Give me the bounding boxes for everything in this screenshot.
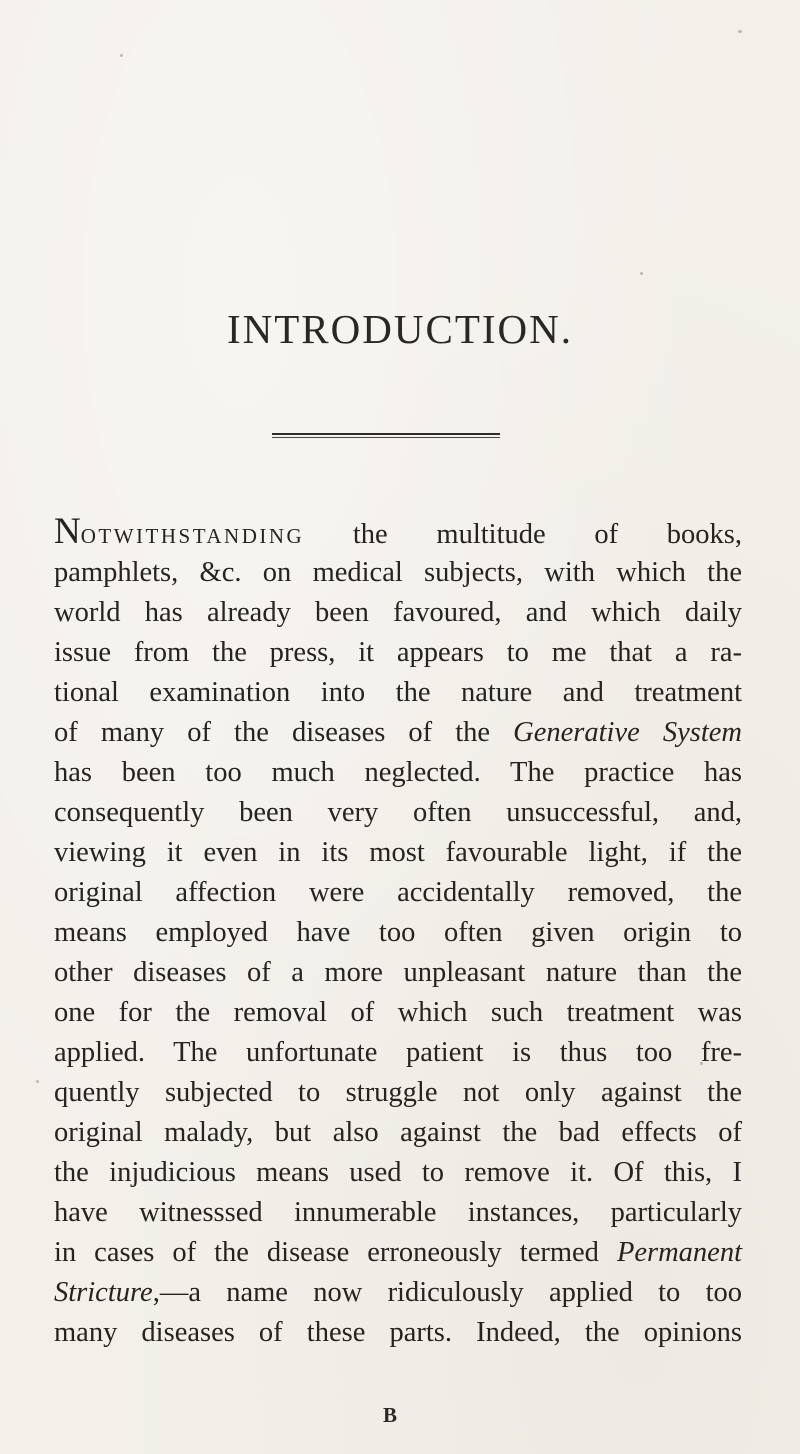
text-line-19-content: in cases of the disease erroneously termed [54, 1237, 617, 1268]
text-line-7 [54, 753, 742, 793]
text-line-14 [54, 1033, 742, 1073]
text-line-2-content: pamphlets, &c. on medical subjects, with which the [54, 557, 742, 588]
text-line-3-content: world has already been favoured, and which daily [54, 597, 742, 628]
text-line-10 [54, 873, 742, 913]
text-line-12 [54, 953, 742, 993]
paper-speck [738, 30, 742, 33]
text-line-8-content: consequently been very often unsuccessful, and, [54, 797, 742, 828]
text-line-16-content: original malady, but also against the bad effects of [54, 1117, 742, 1148]
text-line-19 [54, 1233, 742, 1273]
signature-mark: B [383, 1403, 398, 1427]
text-line-2 [54, 553, 742, 593]
title-divider-rule [272, 433, 500, 438]
paper-speck [700, 1062, 703, 1065]
text-line-15-content: quently subjected to struggle not only against the [54, 1077, 742, 1108]
text-line-14-content: applied. The unfortunate patient is thus too fre- [54, 1037, 742, 1068]
text-line-8 [54, 793, 742, 833]
text-line-4-content: issue from the press, it appears to me that a ra- [54, 637, 742, 668]
text-line-9-content: viewing it even in its most favourable light, if the [54, 837, 742, 868]
introduction-paragraph [54, 513, 742, 1353]
chapter-title: INTRODUCTION. [227, 306, 573, 352]
paper-speck [640, 272, 643, 275]
text-line-10-content: original affection were accidentally removed, the [54, 877, 742, 908]
text-line-3 [54, 593, 742, 633]
text-line-16 [54, 1113, 742, 1153]
opening-word-small-caps: OTWITHSTANDING [80, 524, 305, 548]
text-line-11-content: means employed have too often given origin to [54, 917, 742, 948]
text-line-9 [54, 833, 742, 873]
text-line-1 [54, 513, 742, 553]
text-line-7-content: has been too much neglected. The practice has [54, 757, 742, 788]
text-line-20 [54, 1273, 742, 1313]
text-line-20-content: ,—a name now ridiculously applied to too [152, 1277, 742, 1308]
text-line-13 [54, 993, 742, 1033]
italic-generative-system: Generative System [513, 717, 742, 748]
text-line-15 [54, 1073, 742, 1113]
paper-speck [120, 54, 123, 57]
text-line-21 [54, 1313, 742, 1353]
text-line-5 [54, 673, 742, 713]
text-line-11 [54, 913, 742, 953]
text-line-1-rest: the multitude of books, [304, 519, 742, 550]
text-line-12-content: other diseases of a more unpleasant nature than the [54, 957, 742, 988]
text-line-21-content: many diseases of these parts. Indeed, the opinions [54, 1317, 742, 1348]
text-line-18-content: have witnesssed innumerable instances, particularly [54, 1197, 742, 1228]
text-line-18 [54, 1193, 742, 1233]
text-line-17 [54, 1153, 742, 1193]
text-line-13-content: one for the removal of which such treatment was [54, 997, 742, 1028]
text-line-6-content: of many of the diseases of the [54, 717, 514, 748]
text-line-17-content: the injudicious means used to remove it. Of this, I [54, 1157, 742, 1188]
text-line-5-content: tional examination into the nature and treatment [54, 677, 742, 708]
italic-permanent: Permanent [616, 1237, 742, 1268]
opening-capital: N [54, 511, 81, 552]
text-line-4 [54, 633, 742, 673]
italic-stricture: Stricture [54, 1277, 153, 1308]
text-line-6 [54, 713, 742, 753]
paper-speck [36, 1080, 39, 1083]
